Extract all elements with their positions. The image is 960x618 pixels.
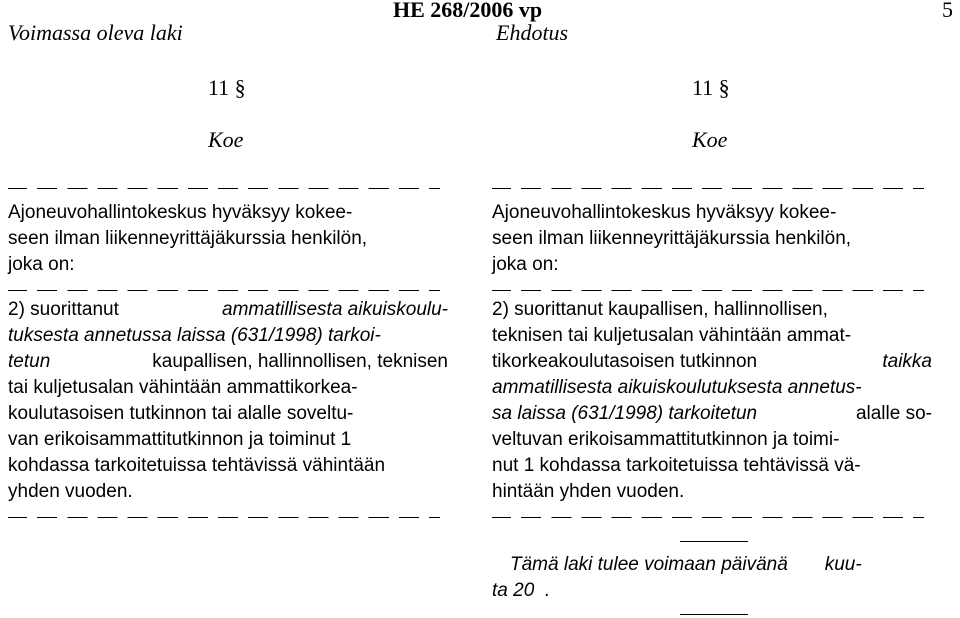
text-line: Ajoneuvohallintokeskus hyväksyy kokee- (492, 202, 837, 223)
text-line-italic: tuksesta annetussa laissa (631/1998) tarkoi- (8, 325, 381, 346)
text-line: nut 1 kohdassa tarkoitetuissa tehtävissä vä- (492, 455, 861, 476)
text-span-italic: sa laissa (631/1998) tarkoitetun (492, 403, 758, 424)
text-line: joka on: (492, 254, 559, 275)
right-section-number: 11 § (692, 75, 730, 100)
text-span: alalle so- (850, 403, 932, 424)
right-section-heading: Koe (692, 127, 728, 152)
left-omission-line-2 (8, 290, 440, 291)
text-line: yhden vuoden. (8, 481, 133, 502)
left-section-heading: Koe (208, 127, 244, 152)
document-number: HE 268/2006 vp (393, 0, 543, 22)
text-line: koulutasoisen tutkinnon tai alalle soveltu- (8, 403, 354, 424)
text-span-italic: ammatillisesta aikuiskoulu- (222, 299, 448, 320)
text-line: 2) suorittanut kaupallisen, hallinnollisen, (492, 299, 828, 320)
left-item-2 (8, 297, 448, 505)
left-omission-line-3 (8, 517, 440, 518)
right-omission-line-1 (492, 188, 924, 189)
header-proposal-label: Ehdotus (496, 20, 569, 45)
text-line-italic: ammatillisesta aikuiskoulutuksesta annetus- (492, 377, 862, 398)
entry-into-force-line-2: ta 20 . (492, 580, 551, 601)
text-span-italic: taikka (882, 351, 932, 372)
left-paragraph-1 (8, 200, 448, 278)
right-item-2 (492, 297, 932, 505)
text-line: joka on: (8, 254, 75, 275)
left-section-number: 11 § (208, 75, 246, 100)
text-line: Ajoneuvohallintokeskus hyväksyy kokee- (8, 202, 353, 223)
left-omission-line-1 (8, 188, 440, 189)
text-line: van erikoisammattitutkinnon ja toiminut 1 (8, 429, 352, 450)
text-line: veltuvan erikoisammattitutkinnon ja toimi- (492, 429, 840, 450)
text-line: seen ilman liikenneyrittäjäkurssia henkilön, (492, 228, 852, 249)
header-current-law-label: Voimassa oleva laki (8, 20, 183, 45)
right-paragraph-1 (492, 200, 932, 278)
text-span: tikorkeakoulutasoisen tutkinnon (492, 351, 763, 372)
text-line: hintään yhden vuoden. (492, 481, 685, 502)
text-span: kaupallisen, hallinnollisen, teknisen (146, 351, 448, 372)
separator-rule-bottom (680, 614, 748, 615)
entry-into-force-line-1: Tämä laki tulee voimaan päivänä kuu- (510, 554, 862, 575)
text-span-italic: tetun (8, 351, 51, 372)
separator-rule-top (680, 541, 748, 542)
text-line: teknisen tai kuljetusalan vähintään ammat- (492, 325, 852, 346)
text-line: tai kuljetusalan vähintään ammattikorkea- (8, 377, 358, 398)
right-omission-line-2 (492, 290, 924, 291)
text-line: kohdassa tarkoitetuissa tehtävissä vähintään (8, 455, 386, 476)
text-span: 2) suorittanut (8, 299, 125, 320)
page-number: 5 (942, 0, 953, 22)
text-line: seen ilman liikenneyrittäjäkurssia henkilön, (8, 228, 368, 249)
right-omission-line-3 (492, 517, 924, 518)
